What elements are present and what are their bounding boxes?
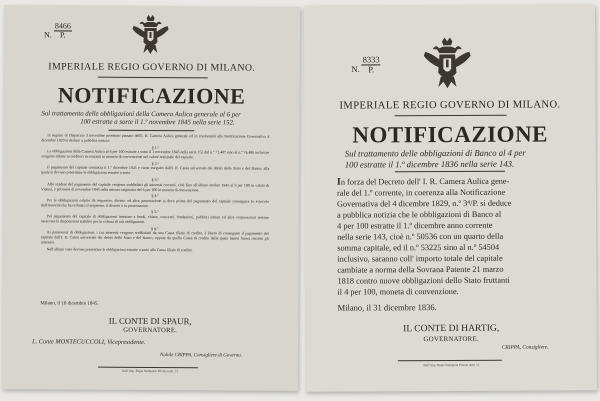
body-line: Governativa del 4 dicembre 1829, n.º 3⁴/P. si deduce [337, 198, 512, 209]
body-line-text: n forza del Decreto dell' I. R. Camera Aulica gene- [340, 176, 510, 187]
section-mark: § 3.º [151, 177, 159, 183]
printer-footer: Dall' Imp. Regia Stamperia Privata num. 13 [122, 368, 178, 374]
notice-number [351, 55, 380, 73]
secretary-signature: Nobile CRIPPA, Consigliere di Governo. [160, 353, 242, 359]
divider [98, 367, 198, 368]
divider [395, 171, 505, 173]
body-line: inclusivo, saranno coll' importo totale del capitale [337, 254, 503, 264]
drop-capital: I [336, 176, 341, 188]
number-top: 8466 [54, 21, 71, 31]
governo-heading: IMPERIALE REGIO GOVERNO DI MILANO. [339, 99, 561, 112]
subtitle-line: 100 estratte il 1.º dicembre 1836 nella serie 143. [344, 158, 515, 170]
signer-role: GOVERNATORE. [423, 335, 479, 344]
subtitle-line: Sul trattamento delle obbligazioni di Banco al 4 per [344, 147, 526, 159]
section-mark: § 6.º [151, 225, 159, 231]
body-line: rale del 1.º corrente, in coerenza alla Notificazione [336, 187, 506, 198]
body-line: 1818 contro nuove obbligazioni dello Stato fruttanti [337, 276, 510, 287]
paragraph: In seguito di Dispaccio 3 novembre prossimo passato dell'I. R. Camera Aulica generale ed in conformità alla Notificazione Governativa 4 dicembre 1829 si deduce a pubblica notizia: [41, 133, 270, 143]
notice-title: NOTIFICAZIONE [57, 82, 246, 109]
divider [398, 360, 502, 361]
subtitle-line: 100 estratte a sorte il 1.º novembre 1845 nella serie 152. [80, 118, 235, 127]
section-mark: § 5.º [151, 209, 159, 215]
signer-name: IL CONTE DI SPAUR, [108, 315, 192, 327]
paragraph: Per le obbligazioni colpite da sequestro, divieto od altra prenotazione si deve prima del pagamento del capitale conseguire lo svincolo dall'Autorità che ha ordinato il sequestro, il divieto o la prenotazione. [40, 198, 269, 208]
section-mark: § 4.º [151, 193, 159, 199]
body-line: cambiate a norma della Sovrana Patente 21 marzo [337, 265, 504, 275]
notice-date: Milano, il 10 dicembre 1845. [40, 301, 99, 307]
number-bottom: P. [59, 30, 66, 40]
divider [395, 115, 507, 117]
signer-role: GOVERNATORE. [123, 326, 178, 335]
paragraph: Il pagamento del capitale comincia il 1.º dicembre 1845 e viene eseguito dall'I. R. Cassa universale dei debiti dello Stato e del Banco, alla quale si devono presentare le obbligazioni estratte a sorte. [41, 165, 270, 176]
paragraph: Pel pagamento del capitale di obbligazioni intestate a fondi, chiese, conventi, fondazioni, pubblici istituti ed altre corporazioni restano osservate le disposizioni stabilite per la voltura di tali obbligazioni. [40, 214, 269, 224]
imperial-eagle-icon [130, 14, 171, 56]
notice-body [41, 133, 270, 255]
printer-footer: Dall' Imp. Regia Stamperia Privata num. 13 [423, 362, 480, 368]
number-bottom: P. [368, 63, 375, 74]
section-mark: § 1.º [151, 144, 159, 150]
notice-subtitle [345, 147, 576, 169]
paragraph: Allo scadere del pagamento del capitale vengono soddisfatti gli interessi correnti, cioè fino all'ultimo ottobre 1845 al 6 per 100 in valuta di Vienna, e pel mese di novembre 1845 nella misura originaria del 6 per 100 in moneta di convenzione. [41, 181, 270, 192]
secretary-signature: CRIPPA, Consigliere. [501, 344, 549, 351]
divider [98, 77, 208, 79]
body-line: somma capitale, ed il n.º 53225 sino al n.º 54504 [337, 243, 500, 253]
signer-name: IL CONTE DI HARTIG, [403, 322, 500, 335]
number-prefix: N. [351, 63, 360, 75]
body-line: nella serie 143, cioè n.º 50536 con un quarto della [337, 231, 504, 242]
vice-president: L. Conte MONTECUCCOLI, Vicepresidente. [32, 338, 146, 346]
notice-subtitle [41, 110, 273, 128]
subtitle-line: Sul trattamento delle obbligazioni della Camera Aulica generale al 6 per [41, 110, 241, 119]
notice-left [2, 5, 300, 391]
notice-body [337, 175, 584, 298]
paragraph: Ai possessori di obbligazioni, i cui interessi vengono soddisfatti da una Cassa filiale di credito, è libero di conseguire il pagamento del capitale dall'I. R. Cassa universale dei debiti dello Stato e del Banco, oppure da quella Cassa di credito dalla quale hanno finora riscossi gli interessi. [40, 230, 269, 245]
number-prefix: N. [43, 30, 52, 40]
notice-title: NOTIFICAZIONE [352, 121, 549, 148]
body-line: il 4 per 100, moneta di convenzione. [337, 287, 459, 298]
imperial-eagle-icon [421, 36, 473, 91]
governo-heading: IMPERIALE REGIO GOVERNO DI MILANO. [48, 61, 256, 74]
section-mark: § 2.º [151, 160, 159, 166]
number-top: 8333 [362, 54, 380, 65]
notice-number [44, 22, 72, 39]
paragraph: Le obbligazioni della Camera Aulica al 6 per 100 estratte a sorte il 1 novembre 1845 nella serie 152 dal n.º 71,487 sino al n.º 74,486 inclusive vengono ridotte ai creditori in contanti in moneta di convenzione nel valore nominale del capitale. [41, 149, 270, 160]
body-line: a pubblica notizia che le obbligazioni di Banco al [337, 209, 502, 220]
paragraph: Nell'ultimo caso devono presentare le obbligazioni estratte a sorte alla Cassa filiale di credito. [46, 247, 193, 253]
divider [108, 130, 194, 132]
body-line: 4 per 100 estratte il 1.º dicembre anno corrente [337, 220, 493, 231]
notice-date: Milano, il 31 dicembre 1836. [337, 302, 437, 313]
notice-right [304, 4, 597, 392]
